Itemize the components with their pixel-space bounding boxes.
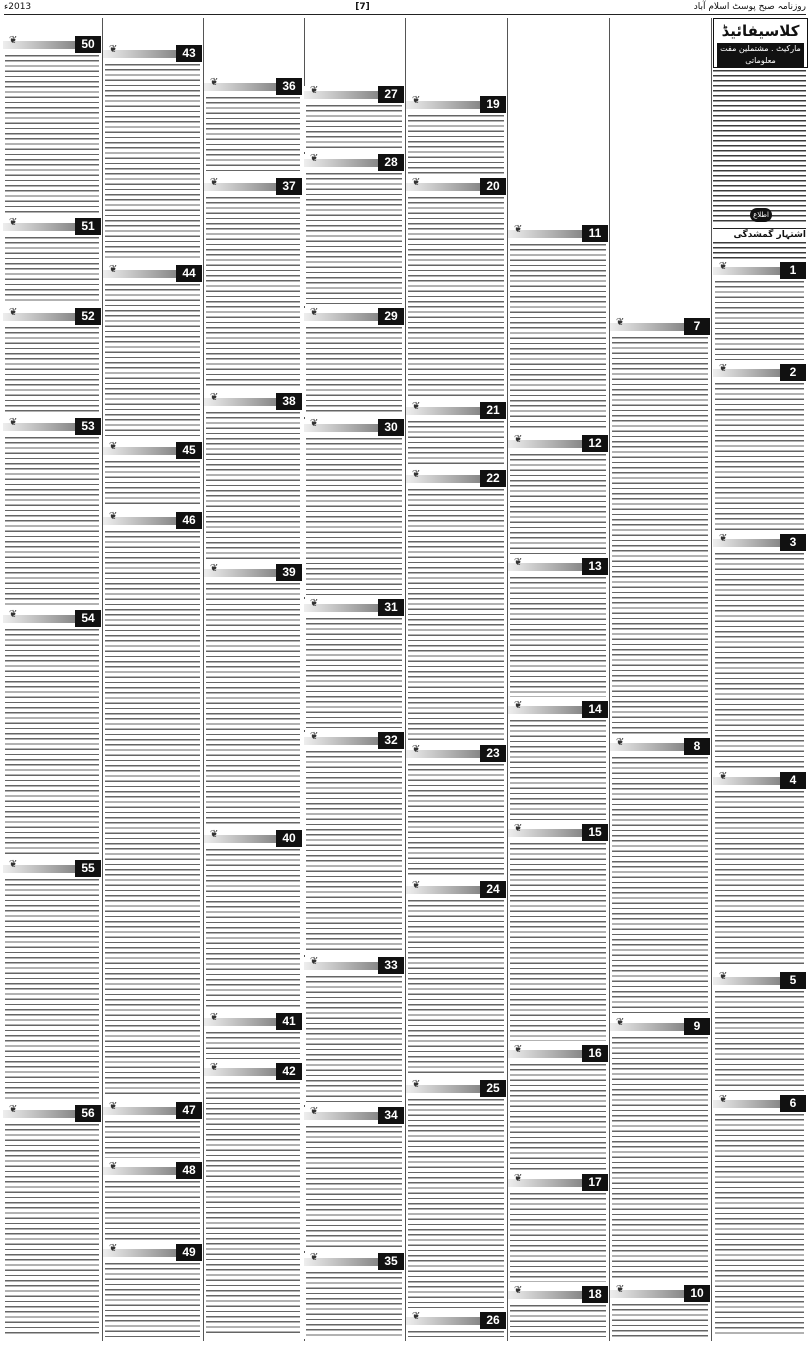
- classified-ad: [406, 96, 506, 176]
- ad-body-text: [206, 583, 300, 826]
- leaf-icon: ❦: [616, 737, 625, 748]
- notice-text-block: [713, 70, 806, 225]
- classified-ad: [610, 1285, 710, 1339]
- leaf-icon: ❦: [719, 533, 728, 544]
- classified-ad: [103, 1102, 202, 1160]
- leaf-icon: ❦: [514, 823, 523, 834]
- ad-number: 29: [378, 308, 404, 325]
- ad-number: 54: [75, 610, 101, 627]
- leaf-icon: ❦: [9, 307, 18, 318]
- classified-ad: [204, 78, 302, 176]
- section-text: [713, 242, 806, 263]
- ad-number: 53: [75, 418, 101, 435]
- ad-number: 20: [480, 178, 506, 195]
- leaf-icon: ❦: [9, 859, 18, 870]
- ad-number: 49: [176, 1244, 202, 1261]
- classified-ad: [713, 364, 806, 532]
- ad-number: 12: [582, 435, 608, 452]
- ad-number: 26: [480, 1312, 506, 1329]
- leaf-icon: ❦: [514, 1285, 523, 1296]
- leaf-icon: ❦: [109, 1161, 118, 1172]
- ad-body-text: [408, 1331, 504, 1337]
- leaf-icon: ❦: [719, 971, 728, 982]
- leaf-icon: ❦: [719, 771, 728, 782]
- ad-number: 8: [684, 738, 710, 755]
- ad-body-text: [206, 197, 300, 389]
- leaf-icon: ❦: [109, 1101, 118, 1112]
- leaf-icon: ❦: [310, 956, 319, 967]
- ad-body-text: [5, 437, 99, 606]
- leaf-icon: ❦: [412, 1079, 421, 1090]
- classified-ad: [204, 393, 302, 562]
- classified-ad: [3, 1105, 101, 1339]
- classified-ad: [3, 860, 101, 1103]
- classified-ad: [204, 1013, 302, 1061]
- leaf-icon: ❦: [9, 609, 18, 620]
- ad-body-text: [510, 720, 606, 820]
- classified-ad: [508, 824, 608, 1043]
- classified-ad: [3, 308, 101, 416]
- leaf-icon: ❦: [310, 731, 319, 742]
- ad-number: 45: [176, 442, 202, 459]
- ad-number: 6: [780, 1095, 806, 1112]
- classified-ad: [508, 701, 608, 822]
- classified-masthead: [713, 18, 808, 68]
- ad-number: 51: [75, 218, 101, 235]
- classified-ad: [713, 772, 806, 970]
- leaf-icon: ❦: [719, 363, 728, 374]
- ad-number: 31: [378, 599, 404, 616]
- ad-body-text: [715, 791, 804, 968]
- classified-ad: [304, 86, 404, 152]
- leaf-icon: ❦: [412, 1311, 421, 1322]
- ad-number: 17: [582, 1174, 608, 1191]
- leaf-icon: ❦: [514, 224, 523, 235]
- leaf-icon: ❦: [514, 700, 523, 711]
- ad-body-text: [715, 553, 804, 768]
- classified-ad: [304, 1107, 404, 1251]
- ad-body-text: [105, 531, 200, 1098]
- ad-number: 11: [582, 225, 608, 242]
- leaf-icon: ❦: [210, 829, 219, 840]
- ad-body-text: [715, 1114, 804, 1337]
- ad-body-text: [715, 383, 804, 530]
- ad-number: 7: [684, 318, 710, 335]
- classified-ad: [103, 512, 202, 1100]
- classified-ad: [406, 745, 506, 879]
- ad-number: 1: [780, 262, 806, 279]
- ad-number: 28: [378, 154, 404, 171]
- classified-ad: [204, 830, 302, 1011]
- leaf-icon: ❦: [412, 469, 421, 480]
- leaf-icon: ❦: [412, 95, 421, 106]
- classified-ad: [508, 435, 608, 556]
- section-title: اشتہار گمشدگی: [733, 230, 806, 240]
- leaf-icon: ❦: [514, 1044, 523, 1055]
- leaf-icon: ❦: [210, 1012, 219, 1023]
- section-lost-notice: [713, 228, 806, 263]
- leaf-icon: ❦: [616, 1017, 625, 1028]
- classified-ad: [3, 418, 101, 608]
- ad-body-text: [408, 115, 504, 174]
- classified-ad: [610, 1018, 710, 1283]
- ad-body-text: [715, 991, 804, 1091]
- leaf-icon: ❦: [412, 880, 421, 891]
- leaf-icon: ❦: [412, 401, 421, 412]
- classified-ad: [610, 738, 710, 1016]
- leaf-icon: ❦: [310, 598, 319, 609]
- ad-number: 43: [176, 45, 202, 62]
- ad-number: 40: [276, 830, 302, 847]
- ad-body-text: [306, 1126, 402, 1249]
- leaf-icon: ❦: [310, 1252, 319, 1263]
- ad-body-text: [306, 173, 402, 304]
- ad-number: 35: [378, 1253, 404, 1270]
- ad-number: 25: [480, 1080, 506, 1097]
- classified-ad: [103, 1162, 202, 1242]
- classified-ad: [713, 1095, 806, 1339]
- classified-ad: [713, 534, 806, 770]
- leaf-icon: ❦: [9, 417, 18, 428]
- page-header: [4, 0, 806, 15]
- ad-body-text: [206, 849, 300, 1009]
- ad-number: 41: [276, 1013, 302, 1030]
- leaf-icon: ❦: [109, 44, 118, 55]
- ad-body-text: [105, 1121, 200, 1158]
- ad-body-text: [206, 1032, 300, 1059]
- ad-number: 19: [480, 96, 506, 113]
- ad-number: 14: [582, 701, 608, 718]
- leaf-icon: ❦: [310, 418, 319, 429]
- ad-body-text: [715, 281, 804, 360]
- leaf-icon: ❦: [109, 264, 118, 275]
- ad-number: 39: [276, 564, 302, 581]
- classified-ad: [3, 218, 101, 306]
- ad-body-text: [408, 1099, 504, 1308]
- ad-body-text: [105, 64, 200, 261]
- ad-body-text: [612, 337, 708, 734]
- classified-ad: [103, 265, 202, 440]
- ad-body-text: [408, 421, 504, 466]
- classified-ad: [103, 442, 202, 510]
- ad-number: 22: [480, 470, 506, 487]
- ad-body-text: [206, 1082, 300, 1337]
- leaf-icon: ❦: [616, 317, 625, 328]
- classified-ad: [304, 732, 404, 955]
- leaf-icon: ❦: [310, 1106, 319, 1117]
- ad-number: 37: [276, 178, 302, 195]
- classified-ad: [406, 881, 506, 1078]
- classified-ad: [406, 1312, 506, 1339]
- classified-ad: [713, 262, 806, 362]
- issue-date: 2013ء: [4, 2, 32, 12]
- ad-number: 9: [684, 1018, 710, 1035]
- classified-ad: [304, 599, 404, 730]
- classified-ad: [304, 419, 404, 597]
- leaf-icon: ❦: [310, 153, 319, 164]
- ad-number: 32: [378, 732, 404, 749]
- ad-number: 13: [582, 558, 608, 575]
- ad-body-text: [105, 1263, 200, 1337]
- classified-ad: [103, 45, 202, 263]
- ad-number: 48: [176, 1162, 202, 1179]
- leaf-icon: ❦: [109, 441, 118, 452]
- ad-number: 56: [75, 1105, 101, 1122]
- ad-body-text: [206, 412, 300, 560]
- leaf-icon: ❦: [9, 217, 18, 228]
- classified-ad: [103, 1244, 202, 1339]
- leaf-icon: ❦: [719, 261, 728, 272]
- ad-number: 55: [75, 860, 101, 877]
- ad-body-text: [306, 327, 402, 415]
- ad-number: 18: [582, 1286, 608, 1303]
- leaf-icon: ❦: [310, 85, 319, 96]
- ad-body-text: [206, 97, 300, 174]
- ad-number: 15: [582, 824, 608, 841]
- ad-number: 21: [480, 402, 506, 419]
- ad-body-text: [5, 629, 99, 856]
- ad-body-text: [306, 618, 402, 728]
- ad-number: 16: [582, 1045, 608, 1062]
- ad-body-text: [105, 284, 200, 438]
- ad-body-text: [5, 237, 99, 304]
- leaf-icon: ❦: [210, 1062, 219, 1073]
- ad-body-text: [408, 900, 504, 1076]
- classified-ad: [304, 308, 404, 417]
- leaf-icon: ❦: [109, 1243, 118, 1254]
- classified-title: کلاسیفائیڈ: [721, 22, 800, 40]
- ad-number: 52: [75, 308, 101, 325]
- ad-number: 38: [276, 393, 302, 410]
- classified-ad: [406, 402, 506, 468]
- ad-body-text: [510, 454, 606, 554]
- ad-number: 34: [378, 1107, 404, 1124]
- ad-body-text: [306, 1272, 402, 1337]
- leaf-icon: ❦: [412, 177, 421, 188]
- ad-body-text: [5, 327, 99, 414]
- leaf-icon: ❦: [109, 511, 118, 522]
- ad-number: 46: [176, 512, 202, 529]
- ad-number: 3: [780, 534, 806, 551]
- classified-ad: [610, 318, 710, 736]
- ad-number: 24: [480, 881, 506, 898]
- classified-ad: [508, 225, 608, 433]
- ad-number: 2: [780, 364, 806, 381]
- classified-ad: [406, 470, 506, 743]
- ad-body-text: [612, 1037, 708, 1281]
- classified-ad: [204, 178, 302, 391]
- page-number: [7]: [355, 2, 370, 12]
- notice-badge: اطلاع: [750, 208, 772, 222]
- classified-ad: [304, 957, 404, 1105]
- classified-ad: [304, 1253, 404, 1339]
- ad-number: 4: [780, 772, 806, 789]
- ad-body-text: [5, 55, 99, 214]
- leaf-icon: ❦: [210, 563, 219, 574]
- ad-body-text: [510, 1193, 606, 1282]
- ad-body-text: [306, 976, 402, 1103]
- classified-ad: [508, 1045, 608, 1172]
- classified-ad: [713, 972, 806, 1093]
- leaf-icon: ❦: [310, 307, 319, 318]
- ad-number: 5: [780, 972, 806, 989]
- ad-number: 50: [75, 36, 101, 53]
- ad-number: 10: [684, 1285, 710, 1302]
- leaf-icon: ❦: [514, 434, 523, 445]
- ad-body-text: [612, 1304, 708, 1337]
- classified-ad: [204, 564, 302, 828]
- ad-body-text: [408, 489, 504, 741]
- leaf-icon: ❦: [412, 744, 421, 755]
- classified-ad: [3, 610, 101, 858]
- ad-body-text: [510, 1064, 606, 1170]
- ad-body-text: [306, 105, 402, 150]
- ad-body-text: [5, 879, 99, 1101]
- classified-ad: [508, 1286, 608, 1339]
- leaf-icon: ❦: [210, 177, 219, 188]
- classified-subtitle: مارکیٹ . مشتملین مفت معلوماتی: [717, 43, 804, 67]
- ad-body-text: [612, 757, 708, 1014]
- ad-body-text: [408, 764, 504, 877]
- newspaper-name: روزنامہ صبح پوسٹ اسلام آباد: [693, 2, 806, 12]
- classified-ad: [508, 1174, 608, 1284]
- leaf-icon: ❦: [9, 1104, 18, 1115]
- leaf-icon: ❦: [514, 1173, 523, 1184]
- ad-body-text: [306, 438, 402, 595]
- leaf-icon: ❦: [210, 392, 219, 403]
- ad-number: 30: [378, 419, 404, 436]
- ad-body-text: [408, 197, 504, 398]
- ad-body-text: [105, 1181, 200, 1240]
- ad-body-text: [306, 751, 402, 953]
- classified-ad: [304, 154, 404, 306]
- ad-body-text: [510, 577, 606, 697]
- leaf-icon: ❦: [9, 35, 18, 46]
- ad-number: 42: [276, 1063, 302, 1080]
- classified-ad: [3, 36, 101, 216]
- leaf-icon: ❦: [210, 77, 219, 88]
- leaf-icon: ❦: [616, 1284, 625, 1295]
- ad-body-text: [105, 461, 200, 508]
- classified-ad: [508, 558, 608, 699]
- ad-number: 33: [378, 957, 404, 974]
- ad-number: 27: [378, 86, 404, 103]
- ad-number: 47: [176, 1102, 202, 1119]
- classified-ad: [406, 1080, 506, 1310]
- ad-number: 44: [176, 265, 202, 282]
- leaf-icon: ❦: [514, 557, 523, 568]
- ad-body-text: [510, 1305, 606, 1337]
- leaf-icon: ❦: [719, 1094, 728, 1105]
- classified-ad: [406, 178, 506, 400]
- ad-body-text: [510, 244, 606, 431]
- ad-body-text: [5, 1124, 99, 1337]
- ad-number: 23: [480, 745, 506, 762]
- ad-body-text: [510, 843, 606, 1041]
- classified-ad: [204, 1063, 302, 1339]
- ad-number: 36: [276, 78, 302, 95]
